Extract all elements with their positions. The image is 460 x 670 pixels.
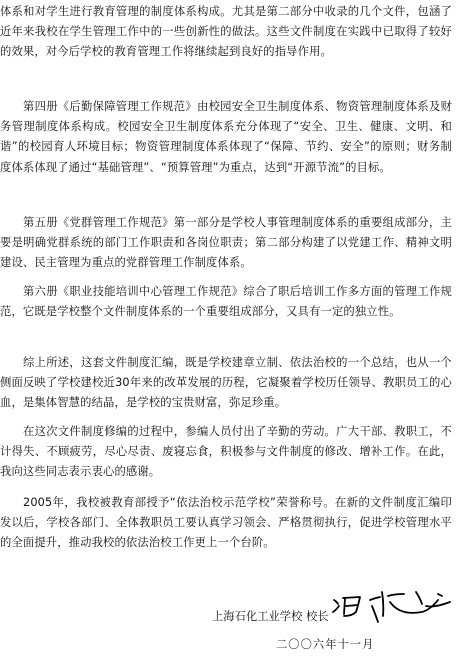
document-date: 二〇〇六年十一月 [276,638,375,651]
paragraph-honor: 2005年，我校被教育部授予“依法治校示范学校”荣誉称号。在新的文件制度汇编印发以后，学校各部门、全体教职员工要认真学习领会、严格贯彻执行，促进学校管理水平的全面提升，推动我校的依法治校工作更上一个台阶。 [0,496,452,550]
handwritten-signature [330,586,454,626]
signatory-title: 上海石化工业学校 校长 [212,610,329,623]
paragraph-acknowledgement: 在这次文件制度修编的过程中，参编人员付出了辛勤的劳动。广大干部、教职工，不计得失、不顾疲劳，尽心尽责、废寝忘食，积极参与文件制度的修改、增补工作。在此，我向这些同志表示衷心的感谢。 [0,425,452,479]
paragraph-summary: 综上所述，这套文件制度汇编，既是学校建章立制、依法治校的一个总结，也从一个侧面反映了学校建校近30年来的改革发展的历程，它凝聚着学校历任领导、教职员工的心血，是集体智慧的结晶，是学校的宝贵财富，弥足珍重。 [0,356,452,410]
paragraph-volume-five: 第五册《党群管理工作规范》第一部分是学校人事管理制度体系的重要组成部分，主要是明确党群系统的部门工作职责和各岗位职责；第二部分构建了以党建工作、精神文明建设、民主管理为重点的党群管理工作制度体系。 [0,216,452,270]
paragraph-intro-continued: 体系和对学生进行教育管理的制度体系构成。尤其是第二部分中收录的几个文件，包涵了近年来我校在学生管理工作中的一些创新性的做法。这些文件制度在实践中已取得了较好的效果，对今后学校的教育管理工作将继续起到良好的指导作用。 [0,5,452,59]
paragraph-volume-four: 第四册《后勤保障管理工作规范》由校园安全卫生制度体系、物资管理制度体系及财务管理制度体系构成。校园安全卫生制度体系充分体现了“安全、卫生、健康、文明、和谐”的校园育人环境目标；物资管理制度体系体现了“保障、节约、安全”的原则；财务制度体系体现了通过“基础管理”、“预算管理”为重点，达到“开源节流”的目标。 [0,100,452,174]
paragraph-volume-six: 第六册《职业技能培训中心管理工作规范》综合了职后培训工作多方面的管理工作规范，它既是学校整个文件制度体系的一个重要组成部分，又具有一定的独立性。 [0,285,452,319]
